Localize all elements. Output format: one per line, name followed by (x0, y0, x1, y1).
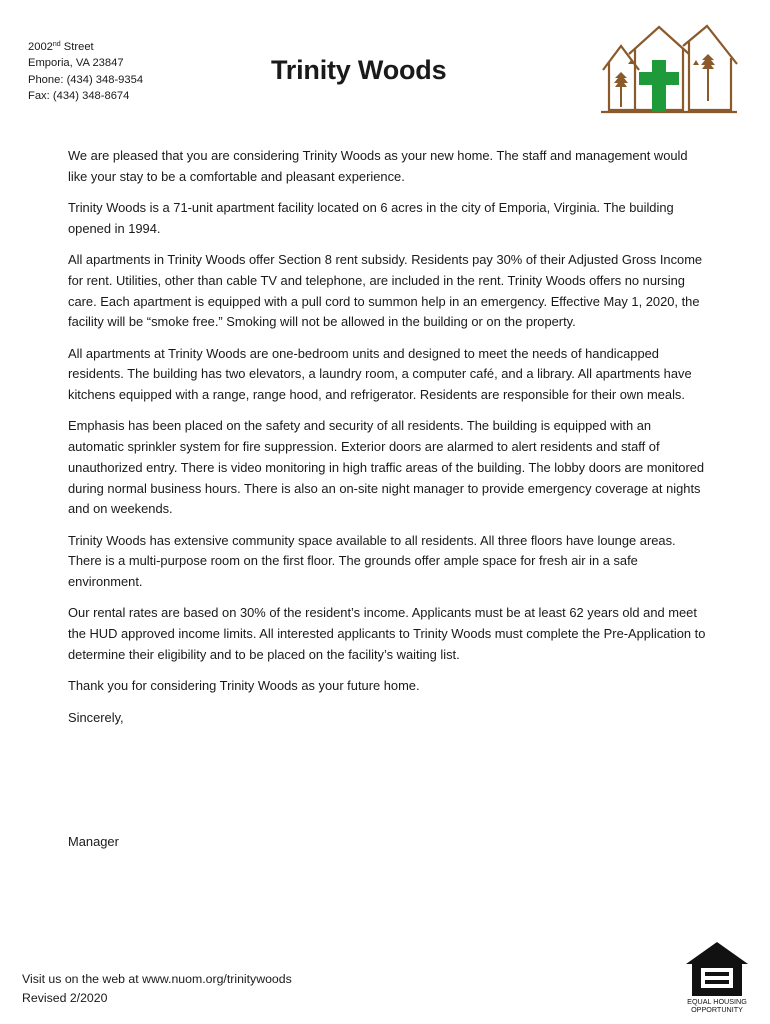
street-address: 2002nd Street (28, 41, 94, 53)
signature-title: Manager (68, 834, 119, 849)
footer (22, 970, 292, 1007)
eho-text-line1: EQUAL HOUSING (687, 997, 747, 1006)
paragraph-rental-rates: Our rental rates are based on 30% of the resident’s income. Applicants must be at least 62 years old and meet the HUD approved income limits. All interested applicants to Trinity Woods must complete the Pre-Application to determine their eligibility and to be placed on the facility’s waiting list. (68, 605, 706, 662)
closing-sincerely: Sincerely, (68, 709, 124, 725)
trinity-woods-logo-icon (599, 24, 739, 116)
address-block (28, 39, 143, 105)
website-line: Visit us on the web at www.nuom.org/trinitywoods (22, 972, 292, 986)
paragraph-welcome: We are pleased that you are considering Trinity Woods as your new home. The staff and management would like your stay to be a comfortable and pleasant experience. (68, 148, 688, 184)
paragraph-safety: Emphasis has been placed on the safety and security of all residents. The building is equipped with an automatic sprinkler system for fire suppression. Exterior doors are alarmed to alert residents and staff of unauthorized entry. There is video monitoring in high traffic areas of the building. The lobby doors are monitored during normal business hours. There is also an on-site night manager to provide emergency coverage at nights and on weekends. (68, 418, 705, 517)
phone-number: Phone: (434) 348-9354 (28, 73, 144, 86)
paragraph-rent-subsidy: All apartments in Trinity Woods offer Section 8 rent subsidy. Residents pay 30% of their Adjusted Gross Income for rent. Utilities, other than cable TV and telephone, are included in the rent. Trinity Woods offers no nursing care. Each apartment is equipped with a pull cord to summon help in an emergency. Effective May 1, 2020, the facility will be “smoke free.” Smoking will not be allowed in the building or on the property. (68, 252, 703, 330)
revision-date: Revised 2/2020 (22, 990, 108, 1005)
letter-body (68, 146, 708, 739)
equal-housing-opportunity-icon (684, 940, 750, 1014)
city-state-zip: Emporia, VA 23847 (28, 57, 124, 70)
page-title: Trinity Woods (271, 55, 447, 85)
paragraph-apartments: All apartments at Trinity Woods are one-bedroom units and designed to meet the needs of handicapped residents. The building has two elevators, a laundry room, a computer café, and a library. All apartments have kitchens equipped with a range, range hood, and refrigerator. Residents are responsible for their own meals. (68, 345, 692, 403)
fax-number: Fax: (434) 348-8674 (28, 90, 130, 103)
eho-text-line2: OPPORTUNITY (691, 1005, 743, 1014)
paragraph-thank-you: Thank you for considering Trinity Woods as your future home. (68, 678, 420, 694)
paragraph-community-space: Trinity Woods has extensive community space available to all residents. All three floors have lounge areas. There is a multi-purpose room on the first floor. The grounds offer ample space for fresh air in a safe environment. (68, 532, 676, 590)
paragraph-facility: Trinity Woods is a 71-unit apartment facility located on 6 acres in the city of Emporia, Virginia. The building opened in 1994. (68, 200, 674, 236)
